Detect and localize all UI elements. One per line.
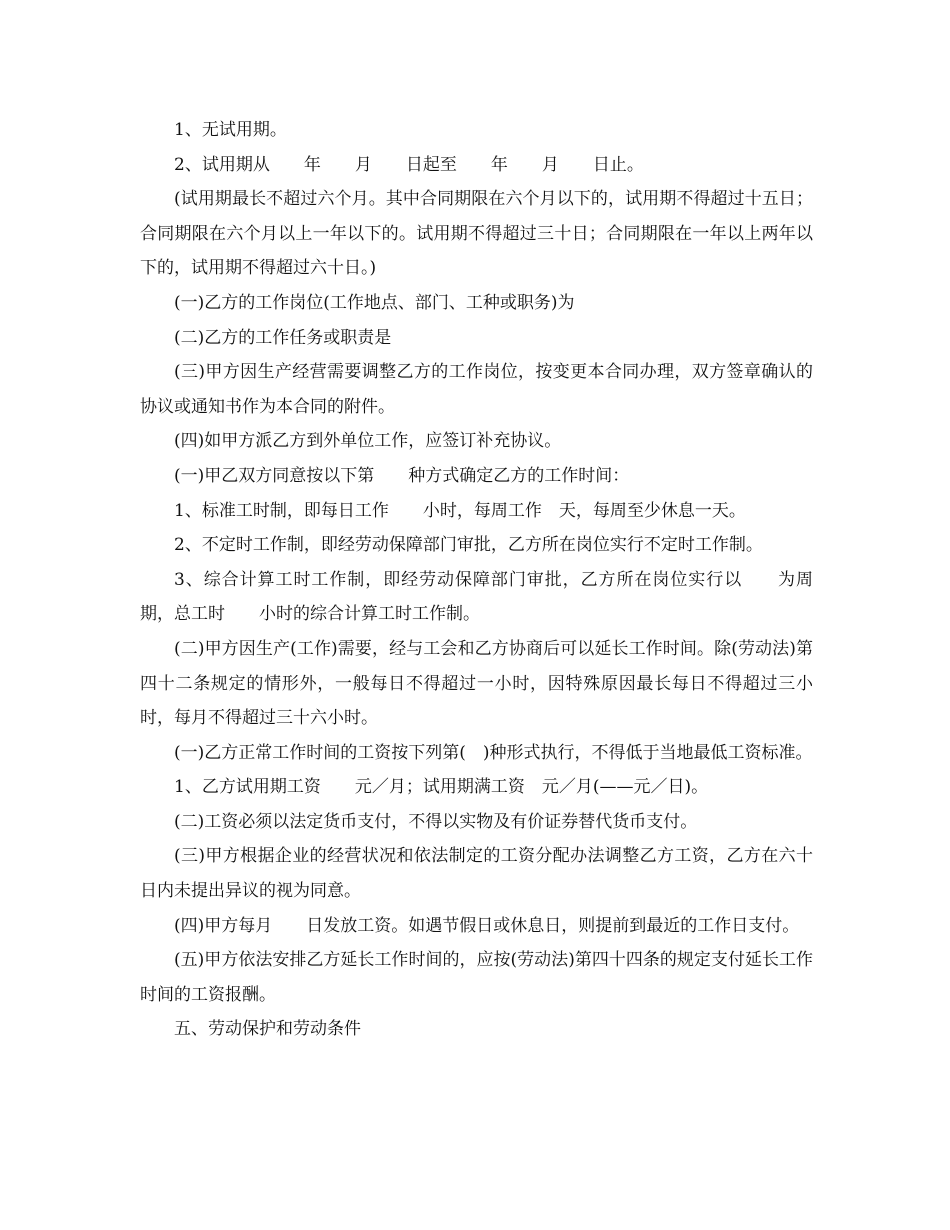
paragraph: 2、不定时工作制，即经劳动保障部门审批，乙方所在岗位实行不定时工作制。: [174, 535, 763, 556]
paragraph: (三)甲方因生产经营需要调整乙方的工作岗位，按变更本合同办理，双方签章确认的协议或通知书作为本合同的附件。: [140, 362, 813, 417]
paragraph: (四)甲方每月 日发放工资。如遇节假日或休息日，则提前到最近的工作日支付。: [174, 915, 800, 936]
section-heading: 五、劳动保护和劳动条件: [174, 1019, 361, 1040]
paragraph: (二)乙方的工作任务或职责是: [174, 327, 392, 348]
paragraph: (一)乙方正常工作时间的工资按下列第( )种形式执行，不得低于当地最低工资标准。: [174, 742, 813, 763]
paragraph: (一)乙方的工作岗位(工作地点、部门、工种或职务)为: [174, 292, 575, 313]
paragraph: (试用期最长不超过六个月。其中合同期限在六个月以下的，试用期不得超过十五日；合同期限在六个月以上一年以下的。试用期不得超过三十日；合同期限在一年以上两年以下的，试用期不得超过六十日。): [140, 189, 813, 279]
paragraph: 1、无试用期。: [174, 120, 287, 140]
paragraph: 1、乙方试用期工资 元／月；试用期满工资 元／月(——元／日)。: [174, 777, 709, 798]
paragraph: (二)工资必须以法定货币支付，不得以实物及有价证券替代货币支付。: [174, 811, 698, 832]
paragraph: 2、试用期从 年 月 日起至 年 月 日止。: [174, 154, 644, 175]
paragraph: (二)甲方因生产(工作)需要，经与工会和乙方协商后可以延长工作时间。除(劳动法)第四十二条规定的情形外，一般每日不得超过一小时，因特殊原因最长每日不得超过三小时，每月不得超过三十六小时。: [140, 638, 813, 729]
paragraph: 1、标准工时制，即每日工作 小时，每周工作 天，每周至少休息一天。: [174, 500, 746, 521]
paragraph: (三)甲方根据企业的经营状况和依法制定的工资分配办法调整乙方工资，乙方在六十日内未提出异议的视为同意。: [140, 846, 813, 902]
paragraph: (一)甲乙双方同意按以下第 种方式确定乙方的工作时间：: [174, 465, 630, 486]
paragraph: (四)如甲方派乙方到外单位工作，应签订补充协议。: [174, 431, 562, 452]
document-body: [140, 113, 813, 1047]
paragraph: 3、综合计算工时工作制，即经劳动保障部门审批，乙方所在岗位实行以 为周期，总工时 小时的综合计算工时工作制。: [140, 569, 813, 625]
paragraph: (五)甲方依法安排乙方延长工作时间的，应按(劳动法)第四十四条的规定支付延长工作时间的工资报酬。: [140, 950, 813, 1005]
